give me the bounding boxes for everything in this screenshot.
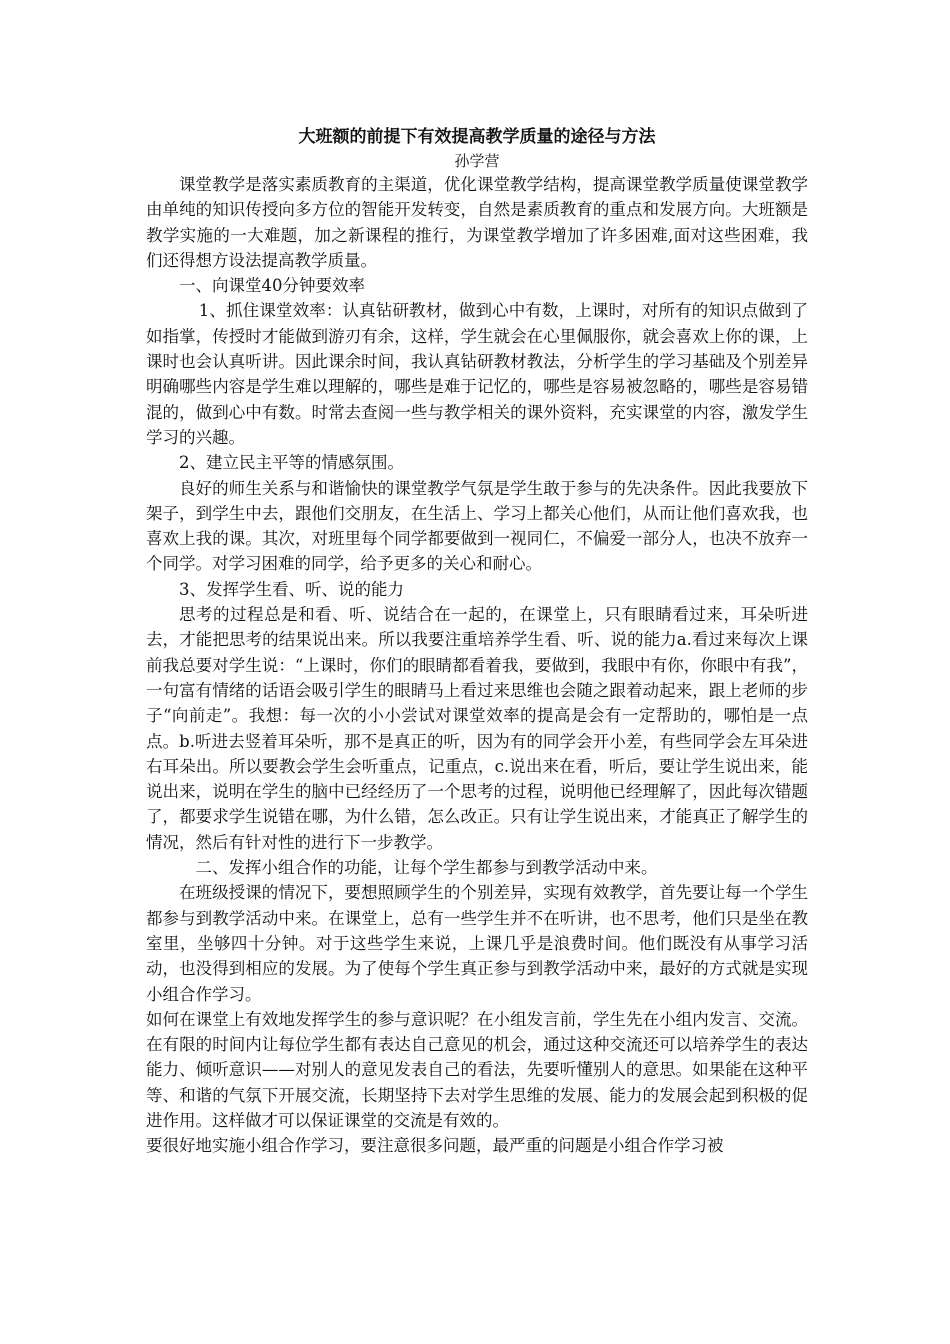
point-3-paragraph: 思考的过程总是和看、听、说结合在一起的，在课堂上，只有眼睛看过来，耳朵听进去，才能把思考的结果说出来。所以我要注重培养学生看、听、说的能力a.看过来每次上课前我总要对学生说：“上课时，你们的眼睛都看着我，要做到，我眼中有你，你眼中有我”，一句富有情绪的话语会吸引学生的眼睛马上看过来思维也会随之跟着动起来，跟上老师的步子“向前走”。我想：每一次的小小尝试对课堂效率的提高是会有一定帮助的，哪怕是一点点。b.听进去竖着耳朵听，那不是真正的听，因为有的同学会开小差，有些同学会左耳朵进右耳朵出。所以要教会学生会听重点，记重点，c.说出来在看，听后，要让学生说出来，能说出来，说明在学生的脑中已经经历了一个思考的过程，说明他已经理解了，因此每次错题了，都要求学生说错在哪，为什么错，怎么改正。只有让学生说出来，才能真正了解学生的情况，然后有针对性的进行下一步教学。 (146, 605, 808, 852)
point-1-paragraph: 1、抓住课堂效率：认真钻研教材，做到心中有数，上课时，对所有的知识点做到了如指掌，传授时才能做到游刃有余，这样，学生就会在心里佩服你，就会喜欢上你的课，上课时也会认真听讲。因此课余时间，我认真钻研教材教法，分析学生的学习基础及个别差异明确哪些内容是学生难以理解的，哪些是难于记忆的，哪些是容易被忽略的，哪些是容易错混的，做到心中有数。时常去查阅一些与教学相关的课外资料，充实课堂的内容，激发学生学习的兴趣。 (146, 301, 808, 447)
group-work-paragraph: 要很好地实施小组合作学习，要注意很多问题，最严重的问题是小组合作学习被 (146, 1136, 724, 1156)
document-title: 大班额的前提下有效提高教学质量的途径与方法 (298, 127, 656, 147)
point-2-heading: 2、建立民主平等的情感氛围。 (179, 453, 404, 473)
section-2-paragraph: 在班级授课的情况下，要想照顾学生的个别差异，实现有效教学，首先要让每一个学生都参与到教学活动中来。在课堂上，总有一些学生并不在听讲，也不思考，他们只是坐在教室里，坐够四十分钟。对于这些学生来说，上课几乎是浪费时间。他们既没有从事学习活动，也没得到相应的发展。为了使每个学生真正参与到教学活动中来，最好的方式就是实现小组合作学习。 (146, 883, 808, 1004)
intro-paragraph: 课堂教学是落实素质教育的主渠道，优化课堂教学结构，提高课堂教学质量使课堂教学由单纯的知识传授向多方位的智能开发转变，自然是素质教育的重点和发展方向。大班额是教学实施的一大难题，加之新课程的推行，为课堂教学增加了许多困难,面对这些困难，我们还得想方设法提高教学质量。 (146, 175, 808, 270)
document-page (146, 124, 808, 1159)
author-name: 孙学营 (454, 152, 500, 170)
point-2-paragraph: 良好的师生关系与和谐愉快的课堂教学气氛是学生敢于参与的先决条件。因此我要放下架子，到学生中去，跟他们交朋友，在生活上、学习上都关心他们，从而让他们喜欢我，也喜欢上我的课。其次，对班里每个同学都要做到一视同仁，不偏爱一部分人，也决不放弃一个同学。对学习困难的同学，给予更多的关心和耐心。 (146, 478, 808, 574)
point-3-heading: 3、发挥学生看、听、说的能力 (179, 579, 404, 599)
section-heading-2: 二、发挥小组合作的功能，让每个学生都参与到教学活动中来。 (195, 858, 658, 878)
participation-paragraph: 如何在课堂上有效地发挥学生的参与意识呢？在小组发言前，学生先在小组内发言、交流。在有限的时间内让每位学生都有表达自己意见的机会，通过这种交流还可以培养学生的表达能力、倾听意识——对别人的意见发表自己的看法，先要听懂别人的意思。如果能在这种平等、和谐的气氛下开展交流，长期坚持下去对学生思维的发展、能力的发展会起到积极的促进作用。这样做才可以保证课堂的交流是有效的。 (146, 1009, 808, 1130)
section-heading-1: 一、向课堂40分钟要效率 (179, 276, 365, 296)
